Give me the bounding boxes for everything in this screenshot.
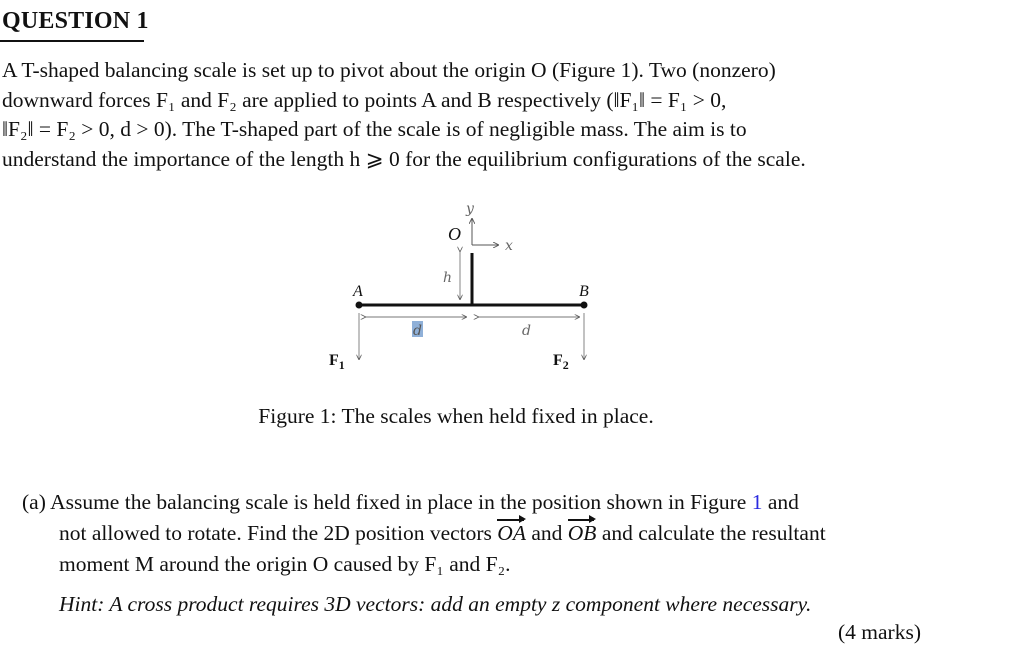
part-a-line-2	[22, 518, 922, 549]
question-heading: QUESTION 1	[2, 8, 149, 34]
point-B	[581, 302, 588, 309]
part-a-line-1-text: Assume the balancing scale is held fixed in place in the position shown in Figure	[50, 490, 747, 514]
vector-OA: OA	[497, 518, 526, 549]
label-y: y	[466, 201, 474, 217]
label-B: B	[579, 283, 589, 300]
part-a-line-2-end: and calculate the resultant	[601, 521, 826, 545]
intro-line-4: understand the importance of the length h ⩾ 0 for the equilibrium configurations of the scale.	[2, 146, 806, 171]
label-d-right: d	[522, 323, 531, 339]
part-a-line-1	[22, 487, 922, 518]
t-scale-figure	[300, 195, 620, 380]
part-a-line-2-and: and	[531, 521, 563, 545]
heading-underline	[0, 40, 144, 42]
label-O: O	[448, 224, 461, 244]
hint-text: Hint: A cross product requires 3D vectors: add an empty z component where necessary.	[59, 592, 812, 616]
figure-caption: Figure 1: The scales when held fixed in place.	[258, 404, 654, 428]
part-a-line-2-text: not allowed to rotate. Find the 2D position vectors	[59, 521, 492, 545]
figure-1-reference-link[interactable]: 1	[751, 490, 763, 514]
label-A: A	[353, 283, 363, 300]
part-a	[22, 487, 922, 580]
part-a-line-3: moment M around the origin O caused by F₁ and F₂.	[59, 552, 511, 576]
label-h: h	[443, 270, 453, 286]
label-d-left: d	[413, 323, 422, 339]
intro-line-1: A T-shaped balancing scale is set up to pivot about the origin O (Figure 1). Two (nonzero)	[2, 58, 776, 82]
part-a-label: (a)	[22, 490, 46, 514]
point-A	[356, 302, 363, 309]
label-x: x	[505, 238, 513, 254]
intro-paragraph	[2, 56, 922, 174]
part-a-line-1-end: and	[767, 490, 799, 514]
intro-line-3: ‖F₂‖ = F₂ > 0, d > 0). The T-shaped part of the scale is of negligible mass. The aim is to	[2, 117, 747, 141]
vector-OB: OB	[568, 518, 597, 549]
marks-label: (4 marks)	[838, 620, 921, 644]
intro-line-2: downward forces F₁ and F₂ are applied to points A and B respectively (‖F₁‖ = F₁ > 0,	[2, 87, 727, 112]
label-F2: $F_2$	[553, 352, 569, 372]
label-F1: $F_1$	[329, 352, 345, 372]
